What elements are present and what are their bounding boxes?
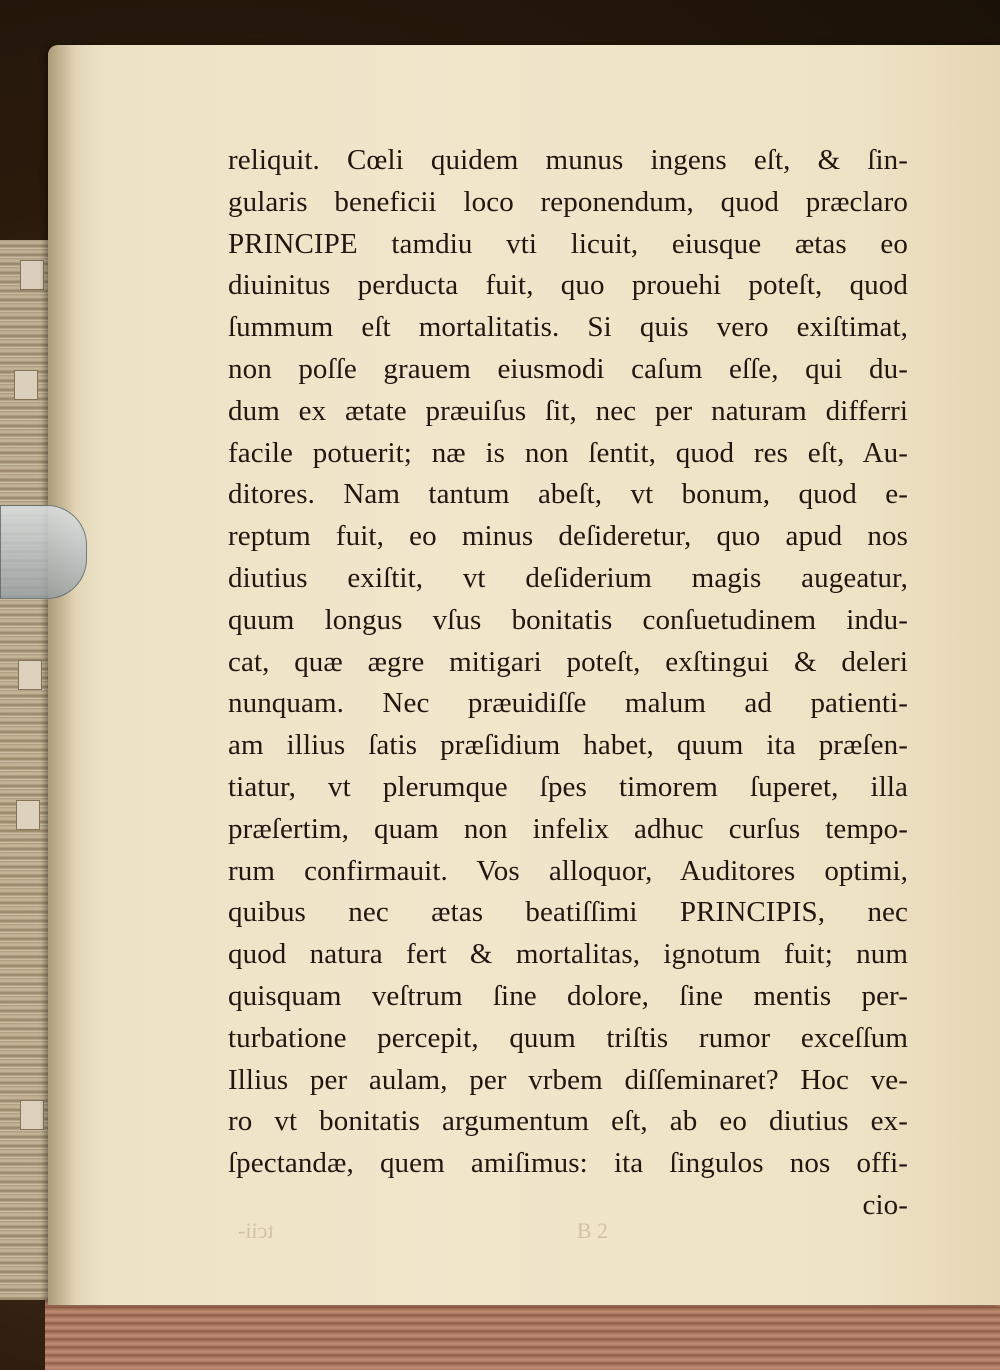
text-line: gularis beneficii loco reponendum, quod præclaro <box>228 185 908 218</box>
text-line: non poſſe grauem eiusmodi caſum eſſe, qui du- <box>228 352 908 385</box>
edge-fragment <box>20 1100 44 1130</box>
text-line: quibus nec ætas beatiſſimi PRINCIPIS, nec <box>228 896 908 929</box>
text-line: rum confirmauit. Vos alloquor, Auditores optimi, <box>228 854 908 887</box>
text-line: diuinitus perducta fuit, quo prouehi poteſt, quod <box>228 269 908 302</box>
edge-fragment <box>14 370 38 400</box>
text-line: nunquam. Nec præuidiſſe malum ad patienti- <box>228 687 908 720</box>
edge-fragment <box>20 260 44 290</box>
text-line: PRINCIPE tamdiu vti licuit, eiusque ætas eo <box>228 227 908 260</box>
text-line: ditores. Nam tantum abeſt, vt bonum, quod e- <box>228 478 908 511</box>
text-line: reliquit. Cœli quidem munus ingens eſt, & ſin- <box>228 144 908 176</box>
text-line: dum ex ætate præuiſus ſit, nec per naturam differri <box>228 394 908 427</box>
show-through-catchword: tcii- <box>238 1218 274 1243</box>
text-line: reptum fuit, eo minus deſideretur, quo apud nos <box>228 520 908 553</box>
page-edges-bottom <box>45 1300 1000 1370</box>
catchword: cio- <box>862 1188 908 1221</box>
page-gutter-shadow <box>48 45 76 1305</box>
edge-fragment <box>16 800 40 830</box>
text-line: præſertim, quam non infelix adhuc curſus tempo- <box>228 812 908 845</box>
text-line: facile potuerit; næ is non ſentit, quod res eſt, Au- <box>228 436 908 469</box>
text-line: ro vt bonitatis argumentum eſt, ab eo diutius ex- <box>228 1105 908 1138</box>
text-line: am illius ſatis præſidium habet, quum ita præſen- <box>228 729 908 762</box>
text-line: ſpectandæ, quem amiſimus: ita ſingulos nos offi- <box>228 1147 908 1180</box>
text-line: tiatur, vt plerumque ſpes timorem ſuperet, illa <box>228 770 908 803</box>
show-through-footer <box>238 1218 908 1258</box>
text-line: cat, quæ ægre mitigari poteſt, exſtingui & deleri <box>228 645 908 678</box>
bookmark-clip <box>0 505 87 599</box>
text-line: diutius exiſtit, vt deſiderium magis augeatur, <box>228 561 908 594</box>
page-text <box>228 140 908 1227</box>
text-line: quod natura fert & mortalitas, ignotum fuit; num <box>228 938 908 971</box>
text-line: Illius per aulam, per vrbem diſſeminaret? Hoc ve- <box>228 1063 908 1096</box>
text-line: quisquam veſtrum ſine dolore, ſine mentis per- <box>228 979 908 1012</box>
show-through-signature: B 2 <box>576 1218 608 1243</box>
text-line: ſummum eſt mortalitatis. Si quis vero exiſtimat, <box>228 311 908 344</box>
text-line: quum longus vſus bonitatis conſuetudinem indu- <box>228 603 908 636</box>
edge-fragment <box>18 660 42 690</box>
text-line: turbatione percepit, quum triſtis rumor exceſſum <box>228 1021 908 1054</box>
